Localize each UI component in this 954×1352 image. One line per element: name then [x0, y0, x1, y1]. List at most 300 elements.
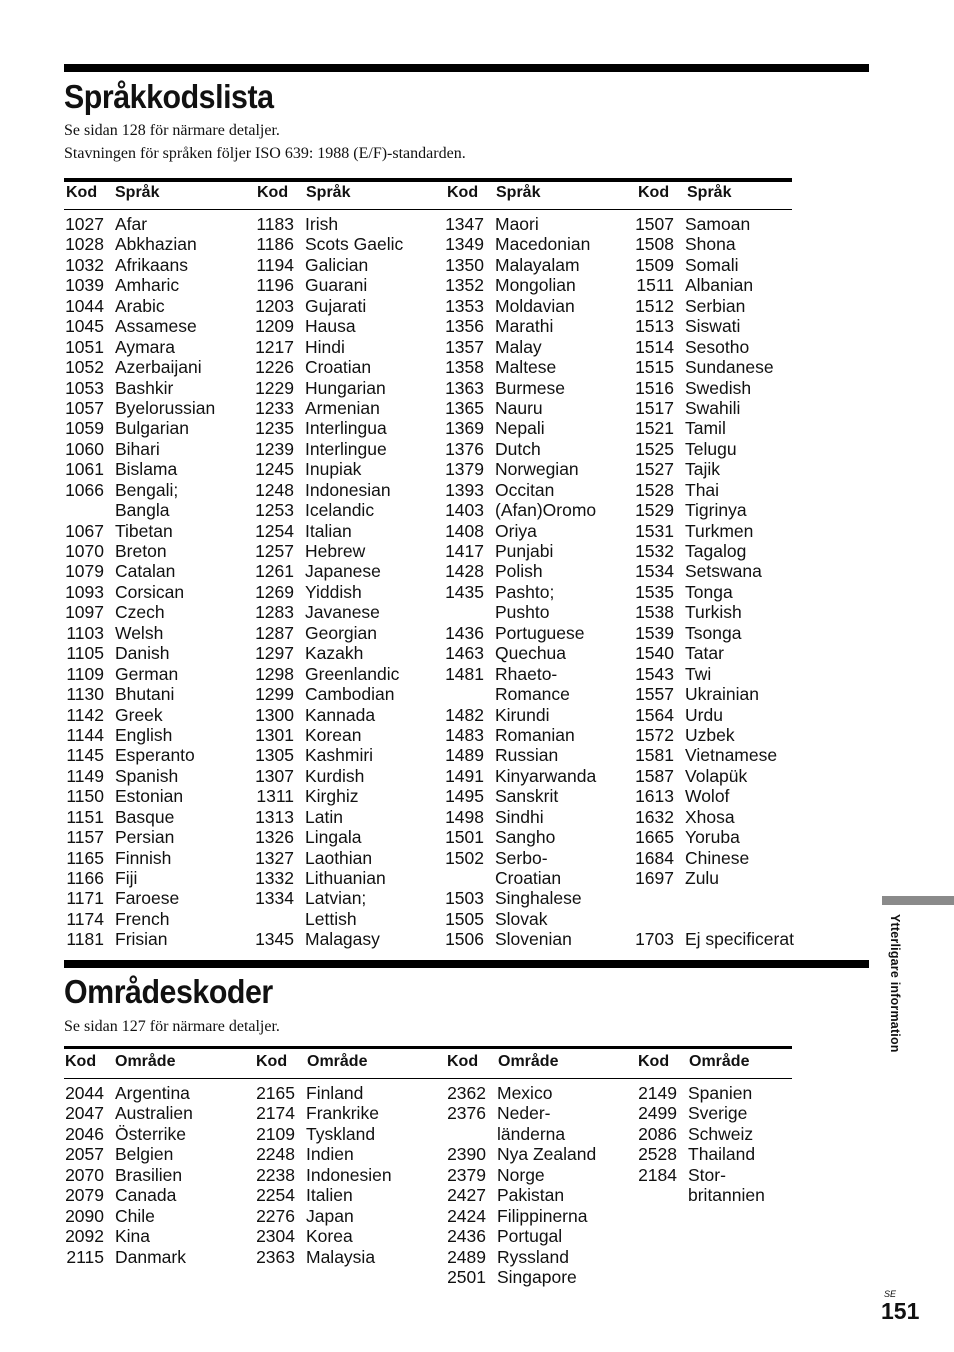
code-cell: 2390: [447, 1144, 486, 1165]
name-cell: Dutch: [495, 438, 541, 459]
code-cell: 1334: [255, 888, 294, 909]
name-cell: Sverige: [688, 1103, 748, 1124]
header-language: Språk: [496, 184, 541, 201]
name-cell: Kirghiz: [305, 786, 359, 807]
code-cell: 1299: [255, 684, 294, 705]
code-cell: 1557: [635, 684, 674, 705]
name-cell: Nya Zealand: [497, 1144, 597, 1165]
code-cell: 1203: [255, 295, 294, 316]
name-cell: Yiddish: [305, 581, 362, 602]
name-cell: Irish: [305, 214, 339, 234]
code-cell: 1506: [445, 929, 484, 950]
code-cell: 1369: [445, 418, 484, 439]
code-cell: 1495: [445, 786, 484, 807]
code-cell: 1345: [255, 929, 294, 950]
name-cell: Georgian: [305, 622, 377, 643]
name-cell: English: [115, 724, 173, 745]
code-cell: 1027: [65, 214, 104, 234]
header-code: Kod: [447, 184, 479, 201]
code-cell: 1697: [635, 868, 674, 888]
header-language: Språk: [306, 184, 351, 201]
side-section-label: Ytterligare information: [888, 914, 902, 1053]
name-cell: Chinese: [685, 847, 750, 868]
code-cell: 2427: [447, 1185, 486, 1206]
name-cell: German: [115, 663, 179, 684]
code-cell: 1350: [445, 254, 484, 275]
name-cell: Ukrainian: [685, 684, 759, 705]
name-cell: Galician: [305, 254, 369, 275]
name-cell: Tatar: [685, 643, 724, 664]
code-cell: 1165: [66, 847, 104, 868]
code-cell: 1498: [445, 806, 484, 827]
code-cell: 1529: [635, 500, 674, 521]
code-cell: 1239: [255, 438, 294, 459]
name-cell: Thai: [685, 479, 720, 500]
code-cell: 1515: [635, 357, 674, 378]
code-cell: 2362: [447, 1083, 486, 1103]
name-cell: Thailand: [688, 1144, 756, 1165]
name-cell: Tajik: [685, 459, 721, 480]
name-cell: Azerbaijani: [115, 357, 202, 378]
name-cell: Byelorussian: [115, 397, 216, 418]
code-cell: 2424: [447, 1205, 486, 1226]
header-code: Kod: [65, 1053, 97, 1070]
name-cell: Portuguese: [495, 622, 585, 643]
name-cell: Polish: [495, 561, 543, 582]
name-cell: Hungarian: [305, 377, 386, 398]
code-cell: 1358: [445, 357, 484, 378]
name-cell: Brasilien: [115, 1164, 183, 1185]
name-cell: Volapük: [685, 765, 748, 786]
code-cell: 1297: [255, 643, 294, 664]
language-note-2: Stavningen för språken följer ISO 639: 1988 (E/F)-standarden.: [64, 145, 466, 162]
name-cell: Japanese: [305, 561, 381, 582]
table-top-rule: [64, 1046, 792, 1049]
name-cell: Bashkir: [115, 377, 174, 398]
name-cell: britannien: [688, 1185, 765, 1206]
code-cell: 2109: [256, 1123, 295, 1144]
code-cell: 1130: [66, 684, 104, 705]
name-cell: Icelandic: [305, 500, 375, 521]
name-cell: Slovenian: [495, 929, 572, 950]
header-code: Kod: [447, 1053, 479, 1070]
name-cell: Xhosa: [685, 806, 735, 827]
name-cell: (Afan)Oromo: [495, 500, 597, 521]
code-cell: 2090: [65, 1205, 104, 1226]
code-cell: 2070: [65, 1164, 104, 1185]
name-cell: Neder-: [497, 1103, 551, 1124]
name-cell: Lingala: [305, 827, 362, 848]
code-cell: 1572: [635, 724, 674, 745]
code-cell: 1051: [65, 336, 104, 357]
page-language-mark: SE: [884, 1289, 897, 1299]
code-cell: 1053: [65, 377, 104, 398]
name-cell: Mongolian: [495, 275, 576, 296]
name-cell: Korean: [305, 724, 362, 745]
code-cell: 1535: [635, 581, 674, 602]
code-cell: 1428: [445, 561, 484, 582]
code-cell: 1503: [445, 888, 484, 909]
name-cell: Welsh: [115, 622, 164, 643]
area-code-table: [64, 1046, 792, 1296]
code-cell: 1039: [65, 275, 104, 296]
code-cell: 1186: [256, 234, 294, 255]
code-cell: 1226: [255, 357, 294, 378]
code-cell: 1357: [445, 336, 484, 357]
name-cell: Marathi: [495, 316, 554, 337]
name-cell: Maltese: [495, 357, 557, 378]
code-cell: 1379: [445, 459, 484, 480]
name-cell: Sundanese: [685, 357, 774, 378]
name-cell: Spanish: [115, 765, 179, 786]
area-note: Se sidan 127 för närmare detaljer.: [64, 1018, 280, 1035]
name-cell: Estonian: [115, 786, 184, 807]
code-cell: 1376: [445, 438, 484, 459]
code-cell: 1060: [65, 438, 104, 459]
code-cell: 1298: [255, 663, 294, 684]
code-cell: 1097: [65, 602, 104, 623]
code-cell: 1393: [445, 479, 484, 500]
name-cell: Guarani: [305, 275, 368, 296]
name-cell: Italian: [305, 520, 352, 541]
name-cell: Macedonian: [495, 234, 591, 255]
name-cell: Slovak: [495, 908, 548, 929]
code-cell: 1531: [635, 520, 674, 541]
name-cell: Nauru: [495, 397, 543, 418]
name-cell: Ej specificerat: [685, 929, 794, 950]
name-cell: Malayalam: [495, 254, 580, 275]
name-cell: Yoruba: [685, 827, 740, 848]
code-cell: 1044: [65, 295, 104, 316]
name-cell: Japan: [306, 1205, 354, 1226]
name-cell: Serbian: [685, 295, 746, 316]
code-cell: 2174: [256, 1103, 295, 1124]
code-cell: 1483: [445, 724, 484, 745]
code-cell: 1301: [255, 724, 294, 745]
header-code: Kod: [66, 184, 98, 201]
name-cell: Siswati: [685, 316, 741, 337]
code-cell: 1105: [66, 643, 104, 664]
code-cell: 1174: [66, 908, 104, 929]
code-cell: 1311: [256, 786, 294, 807]
name-cell: Javanese: [305, 602, 380, 623]
name-cell: Interlingue: [305, 438, 387, 459]
header-code: Kod: [256, 1053, 288, 1070]
name-cell: Afar: [115, 214, 148, 234]
name-cell: Kazakh: [305, 643, 364, 664]
name-cell: Kinyarwanda: [495, 765, 597, 786]
code-cell: 1352: [445, 275, 484, 296]
code-cell: 2254: [256, 1185, 295, 1206]
code-cell: 1521: [635, 418, 674, 439]
name-cell: Kirundi: [495, 704, 550, 725]
code-cell: 1517: [635, 397, 674, 418]
name-cell: Kina: [115, 1226, 151, 1247]
language-codes-title: Språkkodslista: [64, 78, 274, 115]
code-cell: 1217: [255, 336, 294, 357]
code-cell: 1305: [255, 745, 294, 766]
name-cell: Samoan: [685, 214, 751, 234]
code-cell: 1540: [635, 643, 674, 664]
name-cell: Serbo-: [495, 847, 548, 868]
name-cell: Hindi: [305, 336, 345, 357]
name-cell: Australien: [115, 1103, 193, 1124]
code-cell: 1066: [65, 479, 104, 500]
name-cell: Moldavian: [495, 295, 575, 316]
code-cell: 2276: [256, 1205, 295, 1226]
name-cell: Greek: [115, 704, 163, 725]
code-cell: 1665: [635, 827, 674, 848]
name-cell: Finnish: [115, 847, 172, 868]
name-cell: Tamil: [685, 418, 726, 439]
name-cell: Indonesian: [305, 479, 391, 500]
name-cell: Tonga: [685, 581, 733, 602]
code-cell: 1632: [635, 806, 674, 827]
code-cell: 1581: [635, 745, 674, 766]
section-side-tab: [882, 896, 954, 905]
name-cell: Afrikaans: [115, 254, 188, 275]
code-cell: 1684: [635, 847, 674, 868]
name-cell: Tsonga: [685, 622, 742, 643]
code-cell: 1525: [635, 438, 674, 459]
code-cell: 1539: [635, 622, 674, 643]
name-cell: Rhaeto-: [495, 663, 558, 684]
code-cell: 2044: [65, 1083, 104, 1103]
name-cell: Uzbek: [685, 724, 735, 745]
name-cell: Tyskland: [306, 1123, 376, 1144]
code-cell: 1403: [445, 500, 484, 521]
name-cell: Hebrew: [305, 541, 366, 561]
section-bar-area: [64, 960, 869, 968]
name-cell: Zulu: [685, 868, 720, 888]
area-codes-title: Områdeskoder: [64, 973, 273, 1010]
code-cell: 2499: [638, 1103, 677, 1124]
code-cell: 2363: [256, 1246, 295, 1267]
code-cell: 1157: [66, 827, 104, 848]
name-cell: Indonesien: [306, 1164, 392, 1185]
code-cell: 2149: [638, 1083, 677, 1103]
name-cell: Assamese: [115, 316, 197, 337]
code-cell: 1093: [65, 581, 104, 602]
name-cell: Croatian: [305, 357, 372, 378]
name-cell: Amharic: [115, 275, 180, 296]
name-cell: Kashmiri: [305, 745, 374, 766]
code-cell: 1327: [255, 847, 294, 868]
code-cell: 1149: [66, 765, 104, 786]
name-cell: Tigrinya: [685, 500, 747, 521]
code-cell: 1512: [635, 295, 674, 316]
name-cell: Latin: [305, 806, 343, 827]
header-code: Kod: [638, 184, 670, 201]
code-cell: 1103: [66, 622, 104, 643]
name-cell: Malaysia: [306, 1246, 376, 1267]
code-cell: 1253: [255, 500, 294, 521]
name-cell: Armenian: [305, 397, 380, 418]
name-cell: Scots Gaelic: [305, 234, 404, 255]
code-cell: 1511: [636, 275, 674, 296]
code-cell: 1283: [255, 602, 294, 623]
code-cell: 2248: [256, 1144, 295, 1165]
code-cell: 1481: [445, 663, 484, 684]
header-area: Område: [307, 1053, 368, 1070]
name-cell: Arabic: [115, 295, 165, 316]
code-cell: 1313: [255, 806, 294, 827]
code-cell: 2165: [256, 1083, 295, 1103]
name-cell: Romance: [495, 684, 570, 705]
name-cell: Persian: [115, 827, 175, 848]
name-cell: Somali: [685, 254, 739, 275]
name-cell: Romanian: [495, 724, 575, 745]
header-area: Område: [498, 1053, 559, 1070]
name-cell: Nepali: [495, 418, 545, 439]
code-cell: 1513: [635, 316, 674, 337]
header-language: Språk: [687, 184, 732, 201]
code-cell: 1516: [635, 377, 674, 398]
code-cell: 1142: [66, 704, 104, 725]
code-cell: 2304: [256, 1226, 295, 1247]
name-cell: Norwegian: [495, 459, 579, 480]
name-cell: Pushto: [495, 602, 550, 623]
code-cell: 1144: [66, 724, 104, 745]
code-cell: 1528: [635, 479, 674, 500]
name-cell: Corsican: [115, 581, 185, 602]
code-cell: 1145: [66, 745, 104, 766]
name-cell: Telugu: [685, 438, 737, 459]
code-cell: 1332: [255, 868, 294, 888]
code-cell: 1059: [65, 418, 104, 439]
name-cell: Greenlandic: [305, 663, 400, 684]
code-cell: 1436: [445, 622, 484, 643]
code-cell: 1489: [445, 745, 484, 766]
table-top-rule: [64, 178, 792, 182]
name-cell: Latvian;: [305, 888, 367, 909]
code-cell: 1032: [65, 254, 104, 275]
code-cell: 2079: [65, 1185, 104, 1206]
code-cell: 1070: [65, 541, 104, 561]
name-cell: Russian: [495, 745, 559, 766]
code-cell: 1045: [65, 316, 104, 337]
table-header-rule: [64, 1078, 792, 1079]
name-cell: Aymara: [115, 336, 175, 357]
name-cell: Spanien: [688, 1083, 753, 1103]
code-cell: 1365: [445, 397, 484, 418]
code-cell: 1703: [635, 929, 674, 950]
name-cell: Frisian: [115, 929, 168, 950]
name-cell: Österrike: [115, 1123, 186, 1144]
code-cell: 1508: [635, 234, 674, 255]
name-cell: Burmese: [495, 377, 566, 398]
name-cell: Turkish: [685, 602, 742, 623]
code-cell: 1257: [255, 541, 294, 561]
name-cell: Stor-: [688, 1164, 726, 1185]
code-cell: 1181: [66, 929, 104, 950]
code-cell: 1527: [635, 459, 674, 480]
header-area: Område: [115, 1053, 176, 1070]
code-cell: 1509: [635, 254, 674, 275]
code-cell: 1501: [445, 827, 484, 848]
code-cell: 1061: [65, 459, 104, 480]
name-cell: Malay: [495, 336, 542, 357]
name-cell: Vietnamese: [685, 745, 778, 766]
name-cell: Sangho: [495, 827, 556, 848]
code-cell: 1502: [445, 847, 484, 868]
name-cell: Laothian: [305, 847, 373, 868]
name-cell: Urdu: [685, 704, 723, 725]
name-cell: Tibetan: [115, 520, 173, 541]
name-cell: Abkhazian: [115, 234, 197, 255]
code-cell: 1183: [256, 214, 294, 234]
header-area: Område: [689, 1053, 750, 1070]
code-cell: 2115: [66, 1246, 104, 1267]
name-cell: Gujarati: [305, 295, 367, 316]
name-cell: Indien: [306, 1144, 354, 1165]
name-cell: Italien: [306, 1185, 353, 1206]
code-cell: 1248: [255, 479, 294, 500]
header-code: Kod: [638, 1053, 670, 1070]
name-cell: Turkmen: [685, 520, 754, 541]
code-cell: 1538: [635, 602, 674, 623]
code-cell: 1235: [255, 418, 294, 439]
code-cell: 1194: [256, 254, 294, 275]
name-cell: Sanskrit: [495, 786, 559, 807]
name-cell: Faroese: [115, 888, 180, 909]
name-cell: länderna: [497, 1123, 566, 1144]
name-cell: Bulgarian: [115, 418, 189, 439]
code-cell: 1052: [65, 357, 104, 378]
name-cell: Setswana: [685, 561, 762, 582]
table-header-rule: [64, 209, 792, 210]
name-cell: Finland: [306, 1083, 364, 1103]
code-cell: 1417: [445, 541, 484, 561]
code-cell: 2379: [447, 1164, 486, 1185]
name-cell: French: [115, 908, 170, 929]
name-cell: Lettish: [305, 908, 357, 929]
name-cell: Croatian: [495, 868, 562, 888]
code-cell: 1057: [65, 397, 104, 418]
name-cell: Fiji: [115, 868, 138, 888]
name-cell: Singapore: [497, 1266, 577, 1287]
code-cell: 1347: [445, 214, 484, 234]
name-cell: Bihari: [115, 438, 160, 459]
name-cell: Punjabi: [495, 541, 554, 561]
name-cell: Singhalese: [495, 888, 582, 909]
code-cell: 1233: [255, 397, 294, 418]
name-cell: Canada: [115, 1185, 177, 1206]
name-cell: Bangla: [115, 500, 170, 521]
code-cell: 1229: [255, 377, 294, 398]
name-cell: Interlingua: [305, 418, 387, 439]
name-cell: Tagalog: [685, 541, 747, 561]
code-cell: 2047: [65, 1103, 104, 1124]
name-cell: Pakistan: [497, 1185, 565, 1206]
code-cell: 1166: [66, 868, 104, 888]
code-cell: 1514: [635, 336, 674, 357]
name-cell: Wolof: [685, 786, 730, 807]
code-cell: 2436: [447, 1226, 486, 1247]
code-cell: 2057: [65, 1144, 104, 1165]
name-cell: Ryssland: [497, 1246, 569, 1267]
name-cell: Czech: [115, 602, 165, 623]
code-cell: 1151: [66, 806, 104, 827]
code-cell: 1196: [256, 275, 294, 296]
language-note-1: Se sidan 128 för närmare detaljer.: [64, 122, 280, 139]
code-cell: 1079: [65, 561, 104, 582]
name-cell: Portugal: [497, 1226, 563, 1247]
code-cell: 1300: [255, 704, 294, 725]
name-cell: Bengali;: [115, 479, 179, 500]
code-cell: 1349: [445, 234, 484, 255]
code-cell: 1245: [255, 459, 294, 480]
